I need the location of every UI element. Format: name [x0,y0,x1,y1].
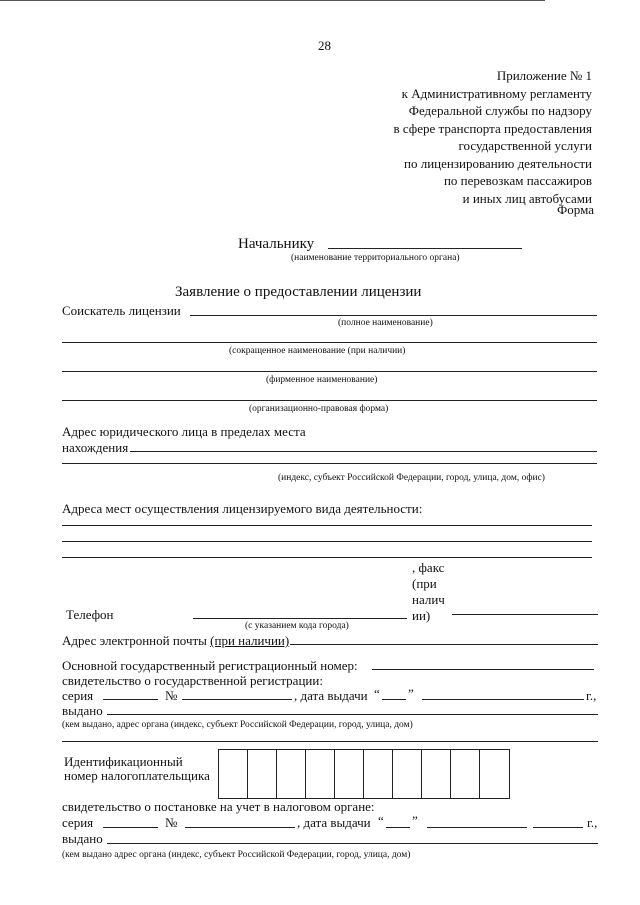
inn-label-1: Идентификационный [64,754,183,769]
ogrn-issued-by-field[interactable] [107,714,598,715]
appendix-line: и иных лиц автобусами [462,190,592,206]
activity-address-field-3[interactable] [62,557,592,558]
fax-label-line: ии) [412,608,431,623]
tax-close-quote: ” [412,813,418,828]
inn-digit-cell[interactable] [393,750,422,798]
appendix-line: Федеральной службы по надзору [408,103,592,118]
ogrn-field[interactable] [372,669,594,670]
tax-number-label: № [165,815,178,830]
ogrn-open-quote: “ [374,686,380,701]
ogrn-year-label: г., [586,688,597,703]
tax-series-field[interactable] [103,827,158,828]
email-field[interactable] [290,644,598,645]
ogrn-day-field[interactable] [382,699,406,700]
page-number: 28 [318,38,331,53]
appendix-line: Приложение № 1 [496,68,592,83]
appendix-line: государственной услуги [458,138,592,153]
ogrn-close-quote: ” [408,686,414,701]
ogrn-month-year-field[interactable] [422,699,584,700]
tax-date-label: , дата выдачи [297,815,371,830]
legal-address-label-2: нахождения [62,440,129,455]
email-row [62,633,289,649]
applicant-full-name-field[interactable] [190,315,597,316]
inn-digit-cell[interactable] [451,750,480,798]
ogrn-series-field[interactable] [103,699,158,700]
applicant-label: Соискатель лицензии [62,303,181,318]
fax-label-line: , факс [412,560,445,575]
ogrn-number-label: № [165,688,178,703]
tax-issued-by-caption: (кем выдано адрес органа (индекс, субъект Российской Федерации, город, улица, дом) [62,850,411,860]
inn-digit-cell[interactable] [306,750,335,798]
activity-address-field-2[interactable] [62,541,592,542]
applicant-short-name-field[interactable] [62,342,597,343]
inn-label-2: номер налогоплательщика [64,768,210,783]
appendix-line: по перевозкам пассажиров [443,173,592,188]
legal-address-field[interactable] [130,451,597,452]
phone-caption: (с указанием кода города) [245,621,349,631]
applicant-full-name-caption: (полное наименование) [338,318,433,328]
ogrn-label: Основной государственный регистрационный номер: [62,658,358,673]
phone-field[interactable] [193,618,407,619]
applicant-brand-name-field[interactable] [62,371,597,372]
applicant-legal-form-field[interactable] [62,400,597,401]
form-label: Форма [557,202,594,217]
addressee-label: Начальнику [238,236,315,252]
tax-reg-label: свидетельство о постановке на учет в налоговом органе: [62,799,375,814]
document-title: Заявление о предоставлении лицензии [175,284,422,300]
tax-day-field[interactable] [386,827,410,828]
ogrn-issued-by-caption: (кем выдано, адрес органа (индекс, субъект Российской Федерации, город, улица, дом) [62,720,413,730]
inn-grid [218,749,510,799]
inn-digit-cell[interactable] [364,750,393,798]
applicant-brand-name-caption: (фирменное наименование) [266,375,378,385]
inn-digit-cell[interactable] [219,750,248,798]
tax-issued-by-field[interactable] [107,843,598,844]
fax-label [412,560,445,624]
legal-address-label-1: Адрес юридического лица в пределах места [62,424,306,439]
addressee-field[interactable] [328,248,522,249]
tax-issued-by-label: выдано [62,831,103,846]
tax-month-field[interactable] [427,827,527,828]
inn-digit-cell[interactable] [277,750,306,798]
ogrn-number-field[interactable] [182,699,292,700]
phone-label: Телефон [66,607,114,622]
ogrn-issued-by-field-2[interactable] [62,741,598,742]
ogrn-series-label: серия [62,688,94,703]
inn-digit-cell[interactable] [248,750,277,798]
inn-digit-cell[interactable] [480,750,509,798]
applicant-short-name-caption: (сокращенное наименование (при наличии) [229,346,406,356]
tax-series-label: серия [62,815,94,830]
tax-year-field[interactable] [533,827,583,828]
tax-year-label: г., [587,815,598,830]
email-hint: (при наличии) [210,633,290,648]
activity-address-label: Адреса мест осуществления лицензируемого вида деятельности: [62,501,423,516]
page-top-border [0,0,545,1]
appendix-line: в сфере транспорта предоставления [393,120,592,136]
inn-digit-cell[interactable] [422,750,451,798]
fax-label-line: налич [412,592,445,607]
addressee-caption: (наименование территориального органа) [291,253,460,263]
appendix-block [393,67,592,207]
tax-open-quote: “ [378,813,384,828]
ogrn-date-label: , дата выдачи [294,688,368,703]
tax-number-field[interactable] [185,827,295,828]
activity-address-field-1[interactable] [62,525,592,526]
applicant-legal-form-caption: (организационно-правовая форма) [249,404,389,414]
email-label: Адрес электронной почты [62,633,207,648]
fax-label-line: (при [412,576,437,591]
inn-digit-cell[interactable] [335,750,364,798]
legal-address-caption: (индекс, субъект Российской Федерации, город, улица, дом, офис) [278,473,545,483]
ogrn-cert-label: свидетельство о государственной регистрации: [62,673,323,688]
fax-field[interactable] [452,614,598,615]
appendix-line: к Административному регламенту [401,85,592,101]
ogrn-issued-by-label: выдано [62,703,103,718]
appendix-line: по лицензированию деятельности [404,155,592,171]
legal-address-field-2[interactable] [62,463,597,464]
